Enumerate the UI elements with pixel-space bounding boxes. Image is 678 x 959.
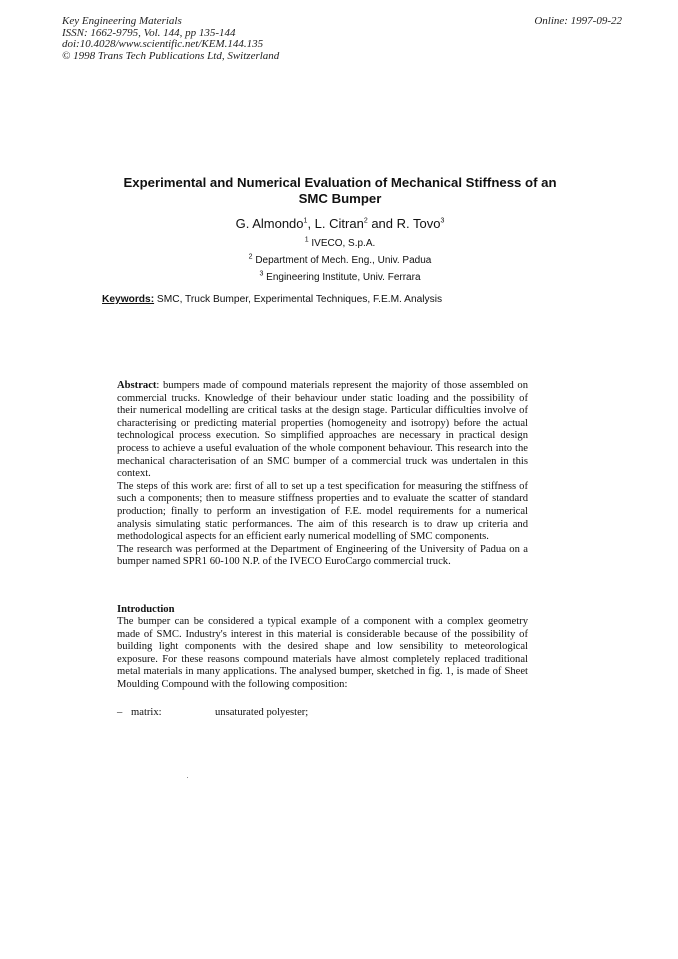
- title-line-2: SMC Bumper: [298, 191, 382, 206]
- author-separator: ,: [307, 216, 315, 231]
- issn-line: ISSN: 1662-9795, Vol. 144, pp 135-144: [62, 26, 236, 39]
- composition-label: matrix:: [131, 707, 162, 718]
- author-name: L. Citran: [314, 216, 364, 231]
- abstract-label: Abstract: [117, 380, 157, 391]
- title-line-1: Experimental and Numerical Evaluation of Mechanical Stiffness of an: [123, 175, 557, 190]
- affiliation-mark: 3: [259, 270, 264, 278]
- abstract-paragraph-1: [117, 380, 528, 481]
- abstract-paragraph-3: The research was performed at the Department of Engineering of the University of Padua on a bumper named SPR1 60-100 N.P. of the IVECO EuroCargo commercial truck.: [117, 543, 528, 568]
- affiliation-text: Engineering Institute, Univ. Ferrara: [263, 272, 421, 283]
- author-name: R. Tovo: [396, 216, 441, 231]
- composition-value: unsaturated polyester;: [215, 707, 309, 718]
- introduction-paragraph: The bumper can be considered a typical example of a component with a complex geometry made of SMC. Industry's interest in this material is considerable because of the possibility of building light components with the desired shape and low sensibility to meteorological exposure. For these reasons compound materials have almost completely replaced traditional metal materials in many applications. The analysed bumper, sketched in fig. 1, is made of Sheet Moulding Compound with the following composition:: [117, 616, 528, 690]
- composition-list-item: [117, 707, 308, 718]
- doi-line[interactable]: doi:10.4028/www.scientific.net/KEM.144.135: [62, 38, 264, 50]
- author-affiliation-mark: 2: [363, 217, 368, 225]
- author-separator: and: [367, 216, 397, 231]
- affiliation-mark: 1: [304, 236, 309, 244]
- affiliation-3: [80, 272, 600, 283]
- affiliation-text: Department of Mech. Eng., Univ. Padua: [252, 255, 432, 266]
- author-affiliation-mark: 1: [303, 217, 308, 225]
- affiliation-text: IVECO, S.p.A.: [308, 238, 376, 249]
- journal-metadata: [62, 16, 279, 62]
- online-date: [534, 16, 622, 28]
- abstract-paragraph-2: The steps of this work are: first of all to set up a test specification for measuring the stiffness of such a components; then to measure stiffness properties and to evaluate the scatter of standard production; finally to perform an investigation of F.E. model requirements for a numerical analysis simulating static performances. The aim of this research is to draw up criteria and methodological aspects for an efficient early numerical modelling of SMC components.: [117, 480, 528, 543]
- journal-name: Key Engineering Materials: [62, 15, 182, 27]
- introduction-heading: Introduction: [117, 604, 175, 615]
- keywords: [102, 294, 442, 305]
- list-dash: –: [117, 707, 123, 718]
- abstract: [117, 380, 528, 569]
- scan-speck: [187, 777, 188, 778]
- keywords-text: SMC, Truck Bumper, Experimental Techniques, F.E.M. Analysis: [154, 294, 443, 305]
- affiliation-1: [80, 238, 600, 249]
- author-affiliation-mark: 3: [440, 217, 445, 225]
- keywords-label: Keywords:: [102, 294, 155, 305]
- paper-title: [80, 175, 600, 207]
- introduction-text: [117, 616, 528, 692]
- author-list: [80, 216, 600, 231]
- affiliation-2: [80, 255, 600, 266]
- online-date-text: Online: 1997-09-22: [534, 15, 622, 27]
- author-name: G. Almondo: [235, 216, 304, 231]
- copyright-line: © 1998 Trans Tech Publications Ltd, Switzerland: [62, 49, 280, 62]
- abstract-text: : bumpers made of compound materials represent the majority of those assembled on commercial trucks. Knowledge of their behaviour under static loading and the possibility of their numerical modelling are critical tasks at the design stage. Particular difficulties involve of characterising or predicting material properties (homogeneity and isotropy) before the actual technological process execution. So simplified approaches are necessary in practical design process to achieve a useful evaluation of the whole component behaviour. This research into the mechanical characterisation of an SMC bumper of a commercial truck was undertalen in this context.: [117, 380, 528, 480]
- affiliation-mark: 2: [248, 253, 253, 261]
